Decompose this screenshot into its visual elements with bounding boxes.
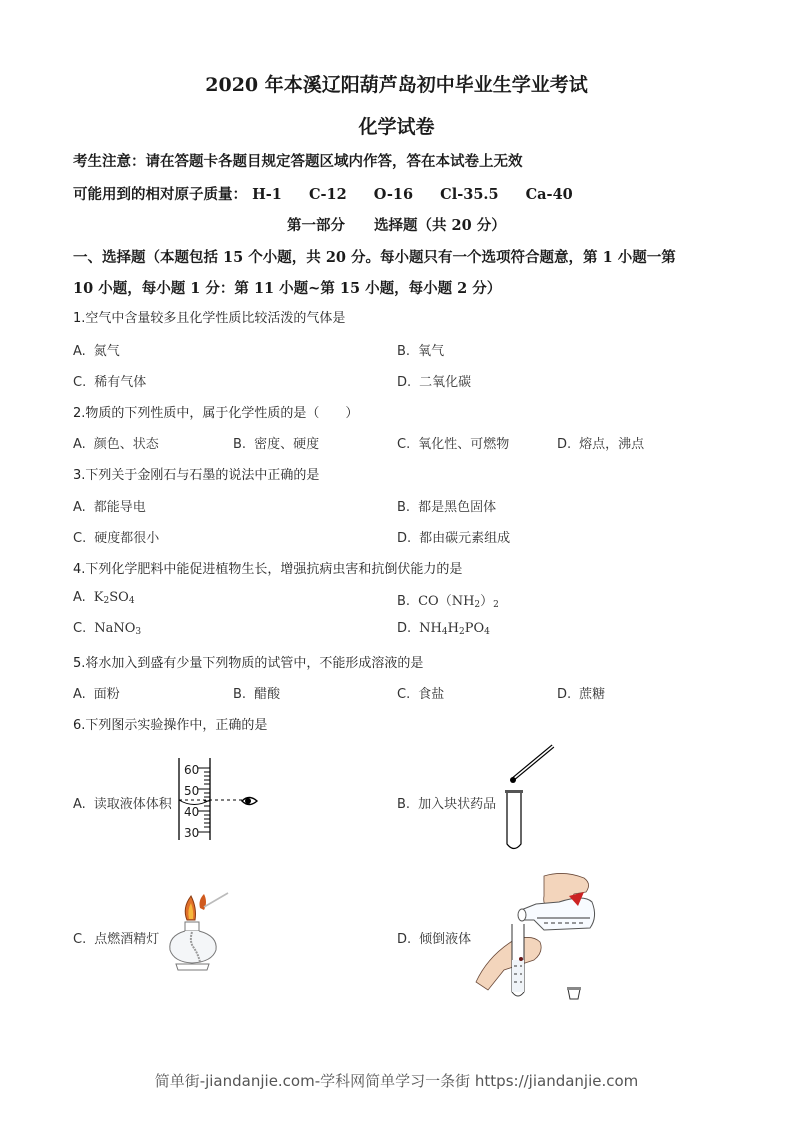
formula-urea: $CO(NH_2)_2$ <box>418 594 499 610</box>
test-tube-tweezers-figure <box>500 743 560 855</box>
formula-nano3: NaNO$_3$ <box>94 621 142 637</box>
atomic-mass-line <box>73 183 573 204</box>
q4-option-b: B. $CO(NH_2)_2$ <box>397 594 499 610</box>
tick-30: 30 <box>184 826 200 840</box>
q2-option-a: A. 颜色、状态 <box>73 437 159 452</box>
watermark-footer: 简单街-jiandanjie.com-学科网简单学习一条街 https://jiandanjie.com <box>154 1072 639 1090</box>
question-6-stem: 6.下列图示实验操作中，正确的是 <box>73 718 268 733</box>
q3-option-d: D. 都由碳元素组成 <box>397 531 511 546</box>
exam-title: 2020 年本溪辽阳葫芦岛初中毕业生学业考试 <box>205 74 588 96</box>
question-2-stem: 2.物质的下列性质中，属于化学性质的是（ ） <box>73 406 359 421</box>
q1-option-c: C. 稀有气体 <box>73 375 147 390</box>
q1-option-a: A. 氮气 <box>73 344 120 359</box>
q5-option-b: B. 醋酸 <box>233 687 281 702</box>
atomic-mass-ca: Ca-40 <box>525 186 573 203</box>
atomic-mass-o: O-16 <box>373 186 414 203</box>
part-title: 第一部分 选择题（共 20 分） <box>287 217 506 234</box>
atomic-mass-cl: Cl-35.5 <box>440 186 499 203</box>
q5-option-c: C. 食盐 <box>397 687 445 702</box>
q3-option-c: C. 硬度都很小 <box>73 531 160 546</box>
q6-option-b: B. 加入块状药品 <box>397 797 497 812</box>
q4-option-c: C. NaNO$_3$ <box>73 621 142 637</box>
q6-option-c: C. 点燃酒精灯 <box>73 932 160 947</box>
question-3-stem: 3.下列关于金刚石与石墨的说法中正确的是 <box>73 468 320 483</box>
question-1-stem: 1.空气中含量较多且化学性质比较活泼的气体是 <box>73 311 346 326</box>
tick-40: 40 <box>184 805 200 819</box>
formula-nh4h2po4: $NH_4H_2PO_4$ <box>419 621 490 637</box>
section-instructions-1: 一、选择题（本题包括 15 个小题，共 20 分。每小题只有一个选项符合题意，第 1 小题一第 <box>73 249 676 266</box>
q6-option-d: D. 倾倒液体 <box>397 932 472 947</box>
q2-option-c: C. 氧化性、可燃物 <box>397 437 510 452</box>
q2-option-d: D. 熔点，沸点 <box>557 437 645 452</box>
question-5-stem: 5.将水加入到盛有少量下列物质的试管中，不能形成溶液的是 <box>73 656 424 671</box>
tick-50: 50 <box>184 784 200 798</box>
section-instructions-2: 10 小题，每小题 1 分：第 11 小题~第 15 小题，每小题 2 分） <box>73 280 502 297</box>
atomic-mass-c: C-12 <box>308 186 347 203</box>
atomic-mass-label: 可能用到的相对原子质量： <box>73 186 247 203</box>
alcohol-lamp-figure <box>164 890 234 980</box>
q4-option-a: A. $K_2SO_4$ <box>73 590 135 606</box>
exam-notice: 考生注意：请在答题卡各题目规定答题区域内作答，答在本试卷上无效 <box>73 153 523 170</box>
cylinder-tick-labels <box>184 760 199 844</box>
q6-option-a: A. 读取液体体积 <box>73 797 172 812</box>
atomic-mass-h: H-1 <box>252 186 282 203</box>
q5-option-a: A. 面粉 <box>73 687 120 702</box>
q1-option-d: D. 二氧化碳 <box>397 375 472 390</box>
q5-option-d: D. 蔗糖 <box>557 687 606 702</box>
pouring-liquid-figure <box>474 872 614 1007</box>
q4-option-d: D. $NH_4H_2PO_4$ <box>397 621 490 637</box>
q1-option-b: B. 氧气 <box>397 344 445 359</box>
formula-k2so4: $K_2SO_4$ <box>93 590 135 606</box>
eye-icon <box>241 794 259 808</box>
q2-option-b: B. 密度、硬度 <box>233 437 320 452</box>
tick-60: 60 <box>184 763 200 777</box>
q3-option-b: B. 都是黑色固体 <box>397 500 497 515</box>
q3-option-a: A. 都能导电 <box>73 500 146 515</box>
question-4-stem: 4.下列化学肥料中能促进植物生长，增强抗病虫害和抗倒伏能力的是 <box>73 562 463 577</box>
exam-subtitle: 化学试卷 <box>358 116 435 138</box>
